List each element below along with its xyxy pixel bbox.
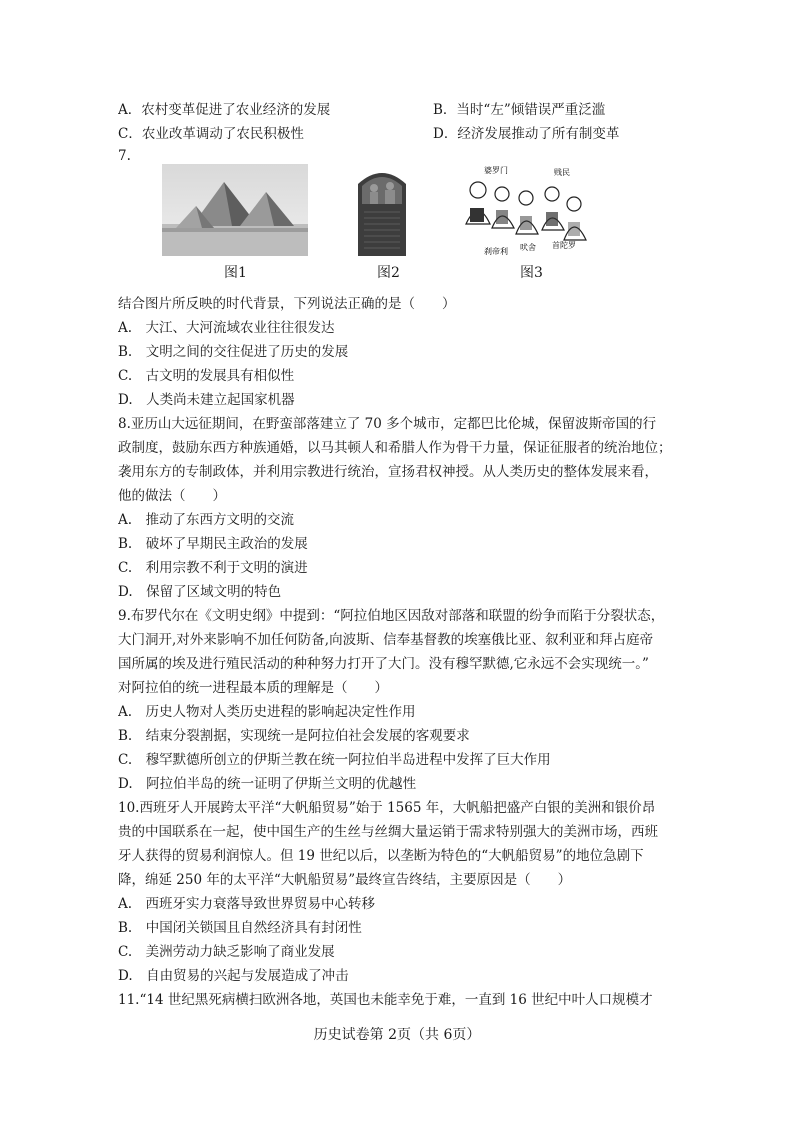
figure-3-caption: 图3 <box>520 265 543 281</box>
q8-stem-line: 袭用东方的专制政体，并利用宗教进行统治，宣扬君权神授。从人类历史的整体发展来看， <box>118 464 658 480</box>
q9-option-b: B. 结束分裂割据，实现统一是阿拉伯社会发展的客观要求 <box>118 728 470 744</box>
q10-option-d: D. 自由贸易的兴起与发展造成了冲击 <box>118 968 349 984</box>
q10-stem-line: 牙人获得的贸易利润惊人。但 19 世纪以后，以垄断为特色的“大帆船贸易”的地位急剧下 <box>118 848 644 864</box>
q9-stem-line: 大门洞开,对外来影响不加任何防备,向波斯、信奉基督教的埃塞俄比亚、叙利亚和拜占庭帝 <box>118 632 654 648</box>
q6-option-d: D．经济发展推动了所有制变革 <box>433 126 620 142</box>
figure-1-pyramids-image <box>162 164 308 256</box>
fig3-label-vaishya: 吠舍 <box>520 243 536 252</box>
q8-option-b: B. 破坏了早期民主政治的发展 <box>118 536 308 552</box>
q10-stem-line: 降，绵延 250 年的太平洋“大帆船贸易”最终宣告终结，主要原因是（ ） <box>118 872 572 888</box>
q10-stem-line: 贵的中国联系在一起，使中国生产的生丝与丝绸大量运销于需求特别强大的美洲市场，西班 <box>118 824 658 840</box>
fig3-label-kshatriya: 刹帝利 <box>484 247 508 256</box>
q7-option-a: A. 大江、大河流域农业往往很发达 <box>118 320 335 336</box>
q7-option-b: B. 文明之间的交往促进了历史的发展 <box>118 344 349 360</box>
q7-stem: 结合图片所反映的时代背景，下列说法正确的是（ ） <box>118 296 456 312</box>
q6-option-a: A．农村变革促进了农业经济的发展 <box>118 102 331 118</box>
q8-stem-line: 他的做法（ ） <box>118 488 226 504</box>
q10-stem-line: 10.西班牙人开展跨太平洋“大帆船贸易”始于 1565 年，大帆船把盛产白银的美洲和银价昂 <box>118 800 656 816</box>
fig3-label-dalit: 贱民 <box>554 168 570 177</box>
q10-option-c: C. 美洲劳动力缺乏影响了商业发展 <box>118 944 335 960</box>
figure-1-caption: 图1 <box>224 265 247 281</box>
q9-stem-line: 国所属的埃及进行殖民活动的种种努力打开了大门。没有穆罕默德,它永远不会实现统一。” <box>118 656 649 672</box>
q6-option-c: C．农业改革调动了农民积极性 <box>118 126 304 142</box>
fig3-label-brahmin: 婆罗门 <box>484 166 508 175</box>
q8-option-c: C. 利用宗教不利于文明的演进 <box>118 560 308 576</box>
q9-option-a: A. 历史人物对人类历史进程的影响起决定性作用 <box>118 704 416 720</box>
q9-stem-line: 9.布罗代尔在《文明史纲》中提到：“阿拉伯地区因敌对部落和联盟的纷争而陷于分裂状态， <box>118 608 665 624</box>
q8-stem-line: 8.亚历山大远征期间，在野蛮部落建立了 70 多个城市，定都巴比伦城，保留波斯帝国的行 <box>118 416 657 432</box>
q10-option-b: B. 中国闭关锁国且自然经济具有封闭性 <box>118 920 362 936</box>
q7-option-d: D. 人类尚未建立起国家机器 <box>118 392 295 408</box>
q8-stem-line: 政制度，鼓励东西方种族通婚，以马其顿人和希腊人作为骨干力量，保证征服者的统治地位； <box>118 440 672 456</box>
figure-2-stele-image <box>352 164 412 256</box>
q9-option-c: C. 穆罕默德所创立的伊斯兰教在统一阿拉伯半岛进程中发挥了巨大作用 <box>118 752 551 768</box>
q7-option-c: C. 古文明的发展具有相似性 <box>118 368 295 384</box>
page-footer: 历史试卷第 2页（共 6页） <box>313 1027 481 1043</box>
figure-3-caste-image <box>456 164 592 258</box>
q9-stem-line: 对阿拉伯的统一进程最本质的理解是（ ） <box>118 680 388 696</box>
q8-option-a: A. 推动了东西方文明的交流 <box>118 512 295 528</box>
q9-option-d: D. 阿拉伯半岛的统一证明了伊斯兰文明的优越性 <box>118 776 417 792</box>
figure-2-caption: 图2 <box>377 265 400 281</box>
q8-option-d: D. 保留了区域文明的特色 <box>118 584 282 600</box>
fig3-label-shudra: 首陀罗 <box>552 241 576 250</box>
q6-option-b: B．当时“左”倾错误严重泛滥 <box>433 102 606 118</box>
q7-number: 7. <box>118 148 131 164</box>
q11-stem-line: 11.“14 世纪黑死病横扫欧洲各地，英国也未能幸免于难，一直到 16 世纪中叶人口规模才 <box>118 992 653 1008</box>
q10-option-a: A. 西班牙实力衰落导致世界贸易中心转移 <box>118 896 376 912</box>
